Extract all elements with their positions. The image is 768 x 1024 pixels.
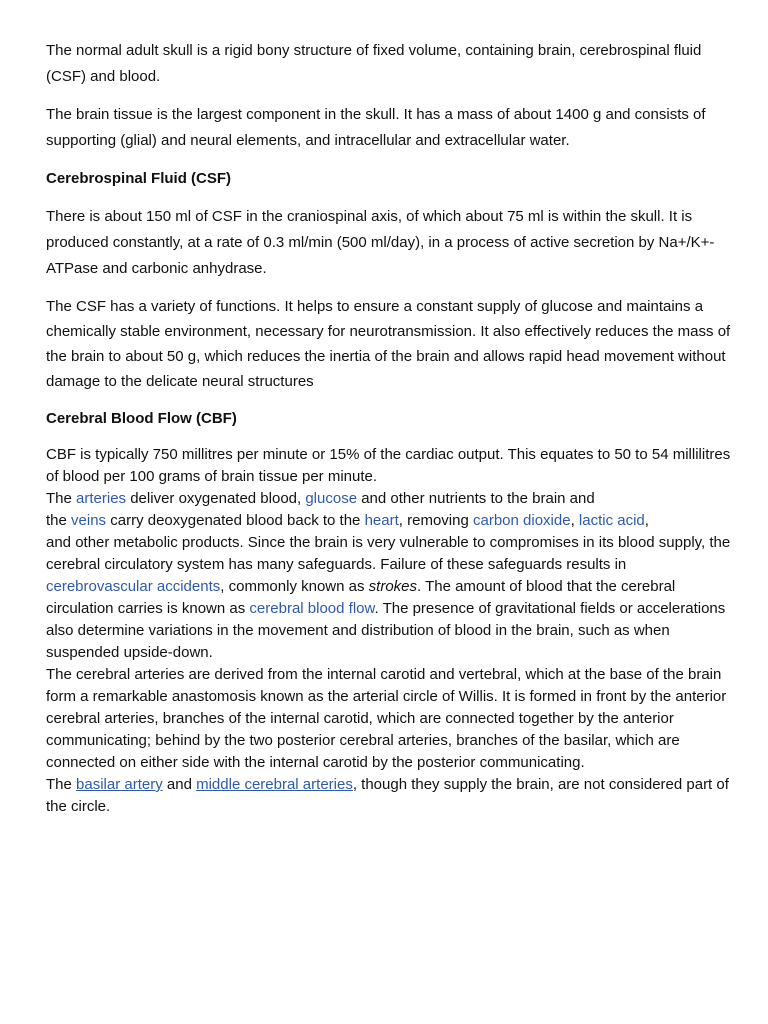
- text-run: ,: [570, 512, 579, 529]
- document-page: [46, 38, 736, 818]
- circulation-paragraph: [46, 488, 736, 664]
- lactic-acid-link[interactable]: lactic acid: [578, 512, 645, 529]
- text-run: , removing: [398, 512, 473, 529]
- arteries-link[interactable]: arteries: [76, 490, 127, 507]
- cerebrovascular-accidents-link[interactable]: cerebrovascular accidents: [46, 578, 221, 595]
- text-run: and: [162, 776, 197, 793]
- text-run: . The amount of blood that the cerebral circulation carries is known as: [46, 578, 676, 617]
- csf-heading: Cerebrospinal Fluid (CSF): [46, 170, 232, 187]
- glucose-link[interactable]: glucose: [305, 490, 358, 507]
- text-run: , commonly known as: [220, 578, 369, 595]
- middle-cerebral-arteries-link[interactable]: middle cerebral arteries: [196, 776, 353, 793]
- cerebral-blood-flow-link[interactable]: cerebral blood flow: [249, 600, 375, 617]
- text-run: The: [46, 776, 77, 793]
- circle-of-willis-paragraph: The cerebral arteries are derived from the internal carotid and vertebral, which at the base of the brain form a remarkable anastomosis known as the arterial circle of Willis. It is formed in front by the anterior cerebral arteries, branches of the internal carotid, which are connected together by the anterior communicating; behind by the two posterior cerebral arteries, branches of the basilar, which are connected on either side with the internal carotid by the posterior communicating.: [46, 666, 727, 771]
- text-run: deliver oxygenated blood,: [126, 490, 306, 507]
- text-run: and other nutrients to the brain and: [357, 490, 595, 507]
- text-run: carry deoxygenated blood back to the: [106, 512, 365, 529]
- text-run: , though they supply the brain, are not considered part of the circle.: [46, 776, 729, 815]
- csf-functions-paragraph: The CSF has a variety of functions. It helps to ensure a constant supply of glucose and maintains a chemically stable environment, necessary for neurotransmission. It also effectively reduces the mass of the brain to about 50 g, which reduces the inertia of the brain and allows rapid head movement without damage to the delicate neural structures: [46, 298, 731, 390]
- text-run: and other metabolic products. Since the brain is very vulnerable to compromises in its blood supply, the cerebral circulatory system has many safeguards. Failure of these safeguards results in: [46, 534, 731, 573]
- text-run: The: [46, 490, 77, 507]
- cbf-heading: Cerebral Blood Flow (CBF): [46, 410, 237, 427]
- heart-link[interactable]: heart: [364, 512, 399, 529]
- carbon-dioxide-link[interactable]: carbon dioxide: [472, 512, 571, 529]
- basilar-artery-link[interactable]: basilar artery: [76, 776, 163, 793]
- strokes-emphasis: strokes: [368, 578, 418, 595]
- brain-tissue-paragraph: The brain tissue is the largest component in the skull. It has a mass of about 1400 g and consists of supporting (glial) and neural elements, and intracellular and extracellular water.: [46, 106, 706, 149]
- cbf-rate-paragraph: CBF is typically 750 millitres per minute or 15% of the cardiac output. This equates to 50 to 54 millilitres of blood per 100 grams of brain tissue per minute.: [46, 446, 731, 485]
- veins-link[interactable]: veins: [71, 512, 107, 529]
- basilar-paragraph: [46, 774, 736, 818]
- text-run: . The presence of gravitational fields or accelerations also determine variations in the movement and distribution of blood in the brain, such as when suspended upside-down.: [46, 600, 726, 661]
- text-run: the: [46, 512, 72, 529]
- intro-paragraph: The normal adult skull is a rigid bony structure of fixed volume, containing brain, cerebrospinal fluid (CSF) and blood.: [46, 42, 702, 85]
- text-run: ,: [644, 512, 649, 529]
- csf-volume-paragraph: There is about 150 ml of CSF in the craniospinal axis, of which about 75 ml is within the skull. It is produced constantly, at a rate of 0.3 ml/min (500 ml/day), in a process of active secretion by Na+/K+-ATPase and carbonic anhydrase.: [46, 208, 715, 277]
